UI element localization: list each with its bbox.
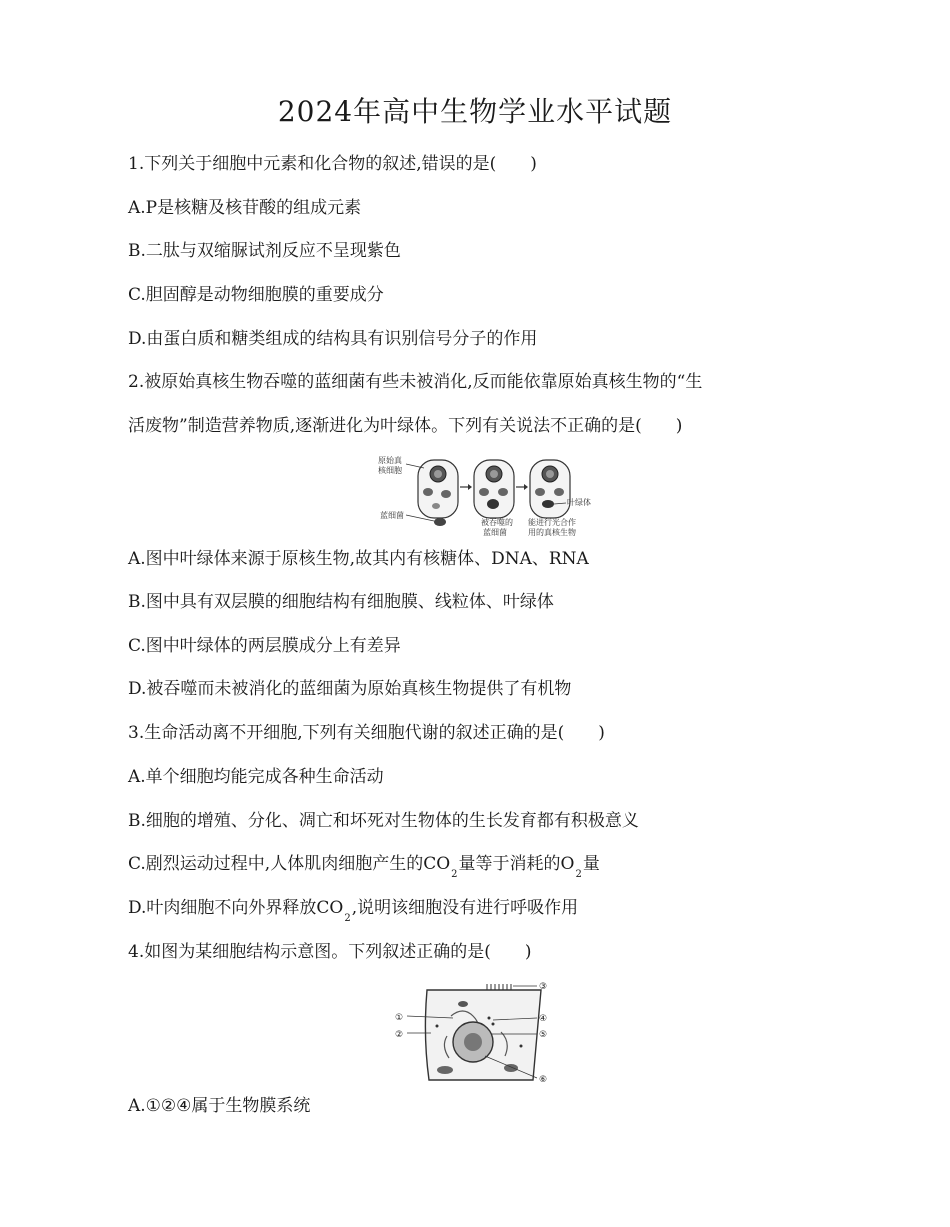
q3-option-c-part3: 量 xyxy=(582,854,600,874)
q2-option-a: A.图中叶绿体来源于原核生物,故其内有核糖体、DNA、RNA xyxy=(128,549,589,569)
label-result-1: 能进行光合作 xyxy=(528,518,576,527)
marker-6: ⑥ xyxy=(539,1075,548,1085)
label-host-cell-2: 核细胞 xyxy=(378,466,402,475)
q3-option-d-subscript: 2 xyxy=(344,913,351,924)
label-result-2: 用的真核生物 xyxy=(528,528,576,537)
cell-structure-figure xyxy=(393,976,555,1086)
q4-option-a: A.①②④属于生物膜系统 xyxy=(128,1096,311,1116)
q3-option-b: B.细胞的增殖、分化、凋亡和坏死对生物体的生长发育都有积极意义 xyxy=(128,811,639,831)
endosymbiosis-figure xyxy=(376,452,591,542)
q2-stem-line2: 活废物”制造营养物质,逐渐进化为叶绿体。下列有关说法不正确的是( ) xyxy=(128,416,683,436)
marker-5: ⑤ xyxy=(539,1030,548,1040)
q4-stem: 4.如图为某细胞结构示意图。下列叙述正确的是( ) xyxy=(128,942,532,962)
q1-option-b: B.二肽与双缩脲试剂反应不呈现紫色 xyxy=(128,241,401,261)
q3-option-d-part1: D.叶肉细胞不向外界释放CO xyxy=(128,898,344,918)
q1-stem: 1.下列关于细胞中元素和化合物的叙述,错误的是( ) xyxy=(128,154,537,174)
marker-3: ③ xyxy=(539,982,548,992)
q3-option-c-subscript-2: 2 xyxy=(575,869,582,880)
q3-option-a: A.单个细胞均能完成各种生命活动 xyxy=(128,767,384,787)
marker-1: ① xyxy=(395,1013,404,1023)
marker-2: ② xyxy=(395,1030,404,1040)
q2-stem-line1: 2.被原始真核生物吞噬的蓝细菌有些未被消化,反而能依靠原始真核生物的“生 xyxy=(128,372,703,392)
label-engulfed-1: 被吞噬的 xyxy=(481,518,513,527)
q3-option-c xyxy=(128,853,600,886)
q3-stem: 3.生命活动离不开细胞,下列有关细胞代谢的叙述正确的是( ) xyxy=(128,723,605,743)
q1-option-a: A.P是核糖及核苷酸的组成元素 xyxy=(128,198,362,218)
q3-option-c-part2: 量等于消耗的O xyxy=(458,854,575,874)
label-engulfed-2: 蓝细菌 xyxy=(483,528,507,537)
label-chloroplast: 叶绿体 xyxy=(567,498,591,507)
q3-option-c-part1: C.剧烈运动过程中,人体肌肉细胞产生的CO xyxy=(128,854,451,874)
label-cyanobacteria: 蓝细菌 xyxy=(380,511,404,520)
label-host-cell-1: 原始真 xyxy=(378,456,402,465)
q2-option-b: B.图中具有双层膜的细胞结构有细胞膜、线粒体、叶绿体 xyxy=(128,592,554,612)
q1-option-d: D.由蛋白质和糖类组成的结构具有识别信号分子的作用 xyxy=(128,329,538,349)
q3-option-d-part2: ,说明该细胞没有进行呼吸作用 xyxy=(351,898,579,918)
q2-option-c: C.图中叶绿体的两层膜成分上有差异 xyxy=(128,636,401,656)
page-title: 2024年高中生物学业水平试题 xyxy=(277,95,673,128)
q2-option-d: D.被吞噬而未被消化的蓝细菌为原始真核生物提供了有机物 xyxy=(128,679,572,699)
q1-option-c: C.胆固醇是动物细胞膜的重要成分 xyxy=(128,285,384,305)
q3-option-d xyxy=(128,897,578,930)
marker-4: ④ xyxy=(539,1014,548,1024)
q3-option-c-subscript-1: 2 xyxy=(451,869,458,880)
